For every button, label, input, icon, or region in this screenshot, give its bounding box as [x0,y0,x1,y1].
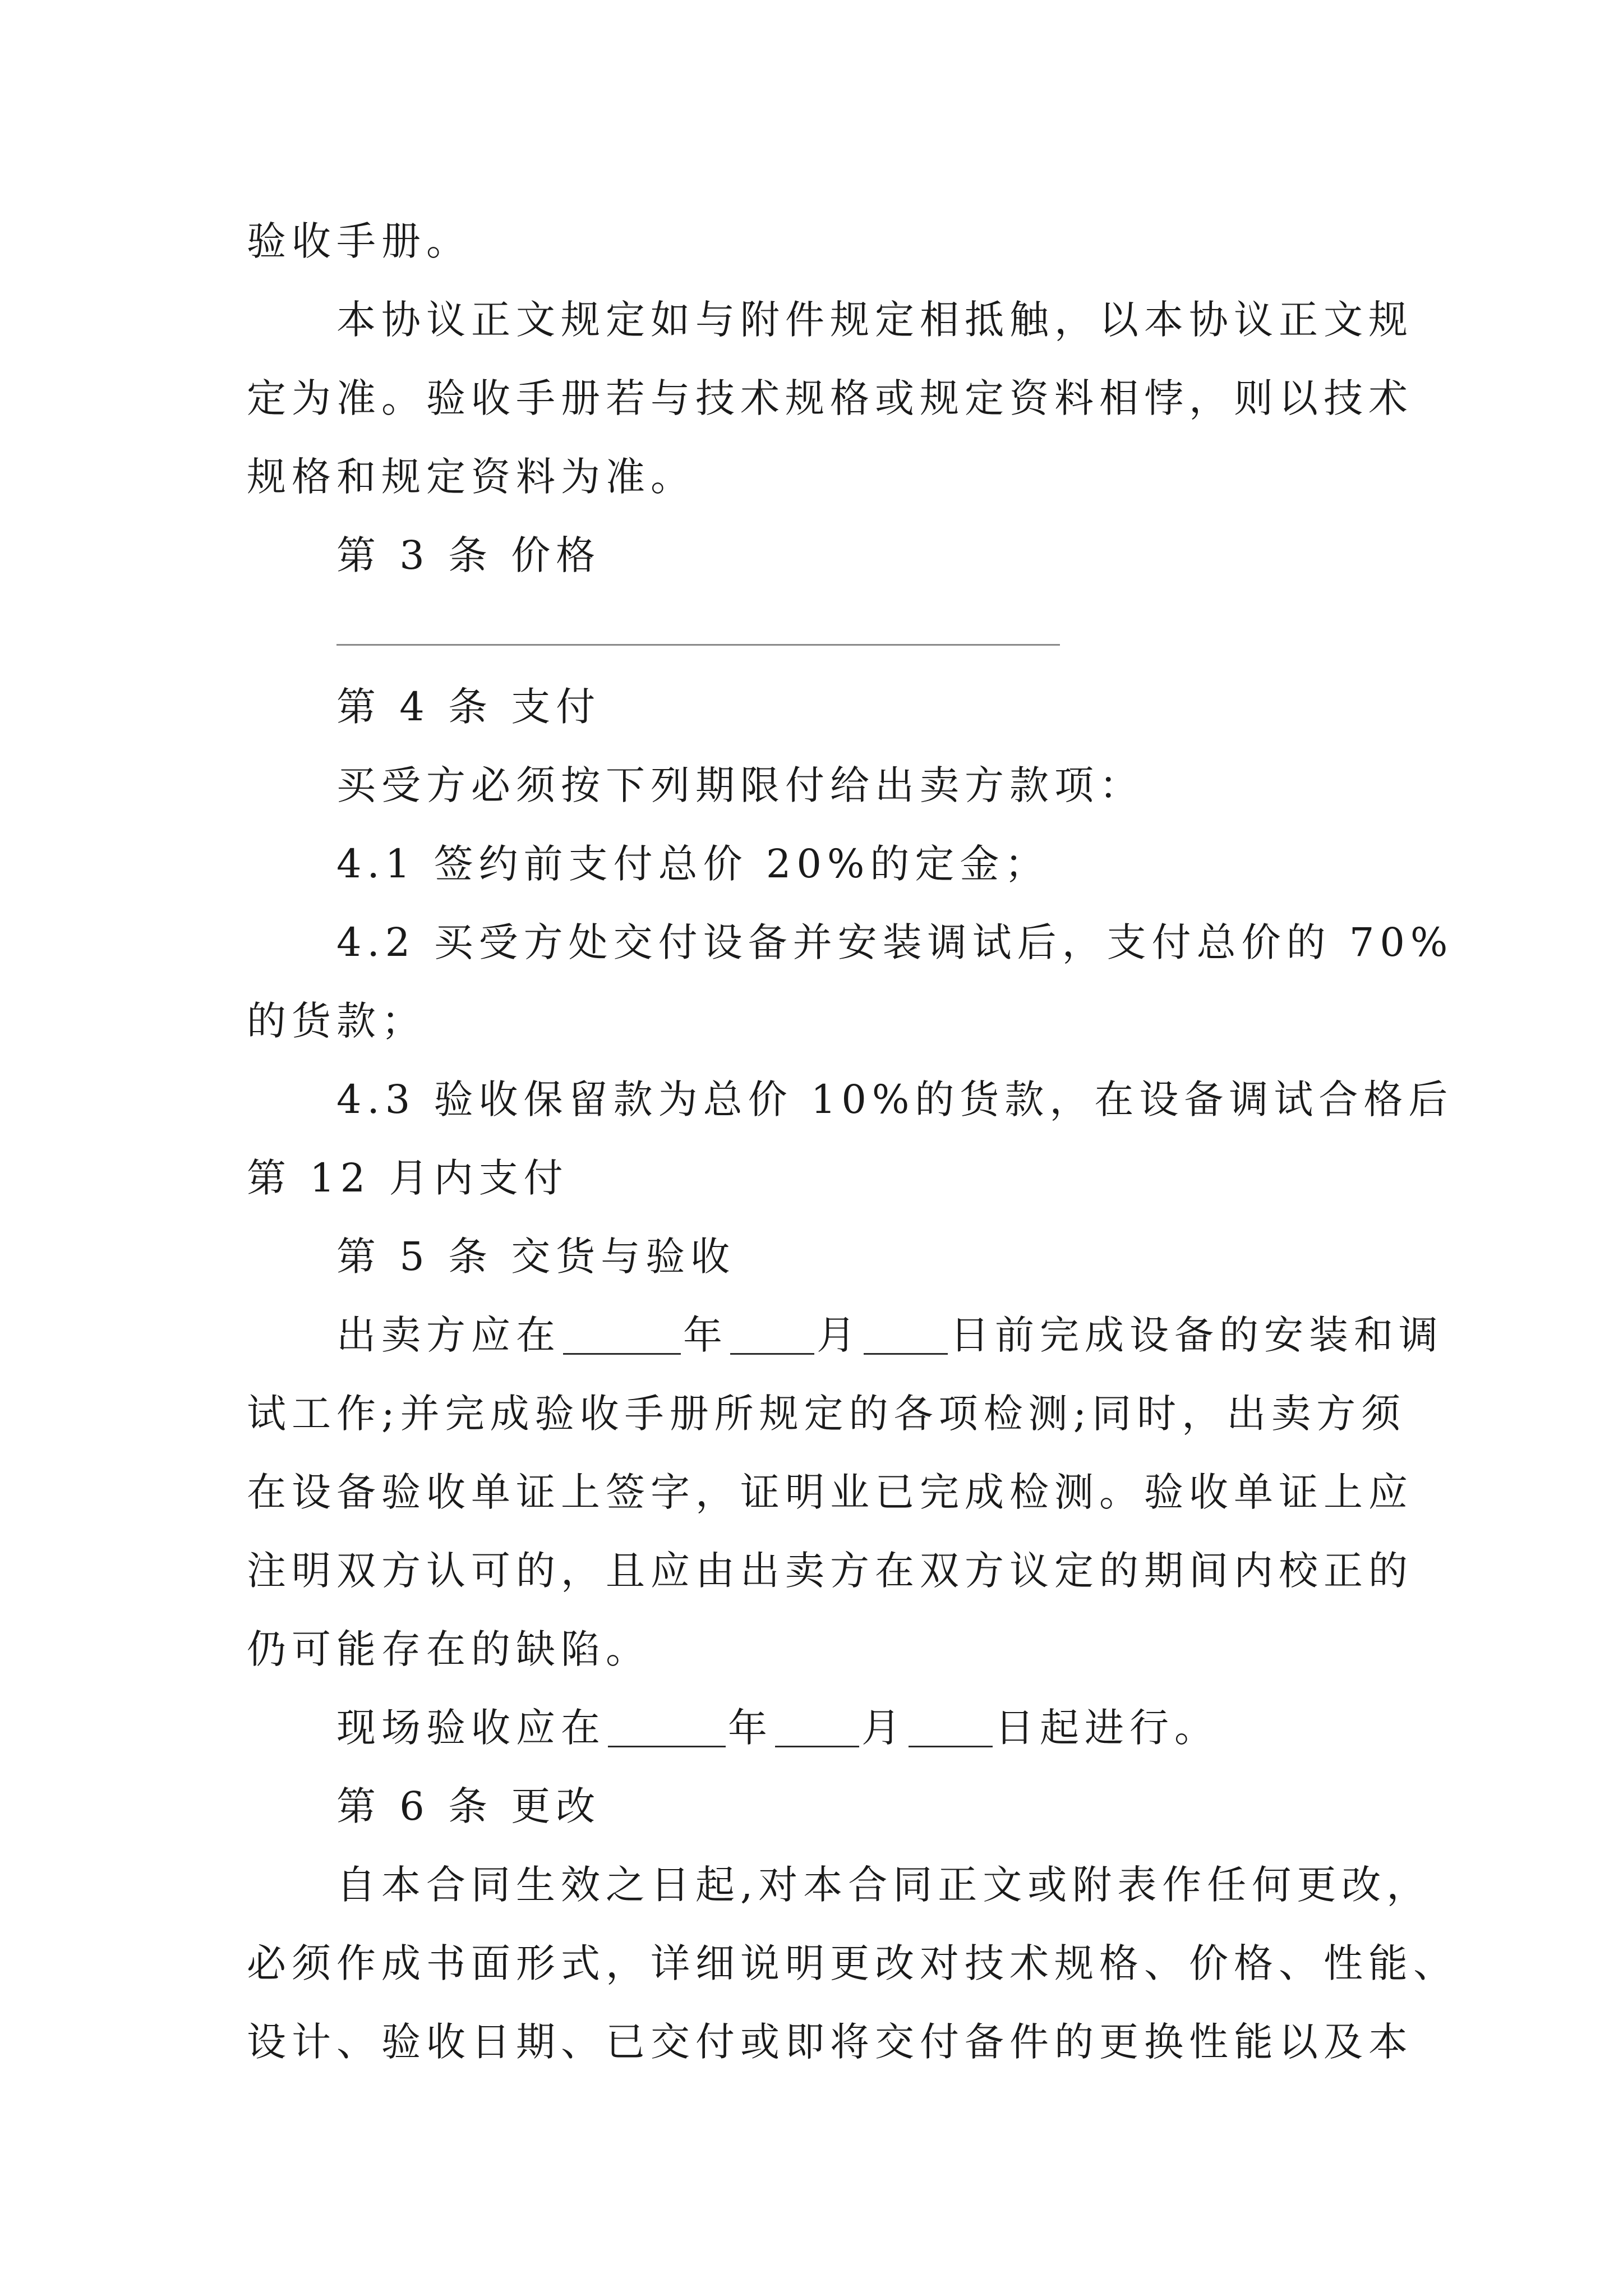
paragraph-line: 买受方必须按下列期限付给出卖方款项： [336,762,1144,808]
list-item: 4.3 验收保留款为总价 10%的货款，在设备调试合格后 [336,1076,1454,1122]
paragraph-line: 验收手册。 [247,218,471,264]
paragraph-line: 必须作成书面形式，详细说明更改对技术规格、价格、性能、 [247,1940,1458,1986]
paragraph-line: 注明双方认可的，且应由出卖方在双方议定的期间内校正的 [247,1548,1413,1594]
article-heading: 第 4 条 支付 [336,684,601,730]
article-heading: 第 3 条 价格 [336,532,601,578]
text-segment: 现场验收应在 [336,1705,606,1751]
text-segment: 日起进行。 [995,1705,1219,1751]
paragraph-line: 仍可能存在的缺陷。 [247,1626,651,1672]
day-blank [864,1318,948,1355]
text-segment: 月 [861,1705,906,1751]
paragraph-line: 的货款； [247,998,426,1044]
paragraph-line: 规格和规定资料为准。 [247,454,695,500]
paragraph-line [336,1705,1219,1751]
text-segment: 出卖方应在 [336,1312,561,1358]
paragraph-line: 第 12 月内支付 [247,1155,569,1201]
year-blank [563,1318,681,1355]
paragraph-line: 在设备验收单证上签字，证明业已完成检测。验收单证上应 [247,1469,1413,1515]
paragraph-line: 试工作;并完成验收手册所规定的各项检测;同时，出卖方须 [247,1391,1407,1437]
month-blank [730,1318,814,1355]
year-blank [608,1711,726,1747]
paragraph-line: 本协议正文规定如与附件规定相抵触，以本协议正文规 [336,297,1413,343]
text-segment: 日前完成设备的安装和调 [950,1312,1444,1358]
list-item: 4.1 签约前支付总价 20%的定金； [336,841,1050,887]
text-segment: 月 [817,1312,861,1358]
text-segment: 年 [683,1312,728,1358]
article-heading: 第 5 条 交货与验收 [336,1234,736,1280]
month-blank [775,1711,859,1747]
paragraph-line: 设计、验收日期、已交付或即将交付备件的更换性能以及本 [247,2019,1413,2065]
day-blank [909,1711,993,1747]
paragraph-line: 自本合同生效之日起,对本合同正文或附表作任何更改， [336,1862,1432,1908]
article-heading: 第 6 条 更改 [336,1783,601,1829]
paragraph-line: 定为准。验收手册若与技术规格或规定资料相悖，则以技术 [247,375,1413,421]
list-item: 4.2 买受方处交付设备并安装调试后，支付总价的 70% [336,919,1454,965]
paragraph-line [336,1312,1444,1358]
fill-in-blank-line [336,644,1060,646]
text-segment: 年 [728,1705,773,1751]
